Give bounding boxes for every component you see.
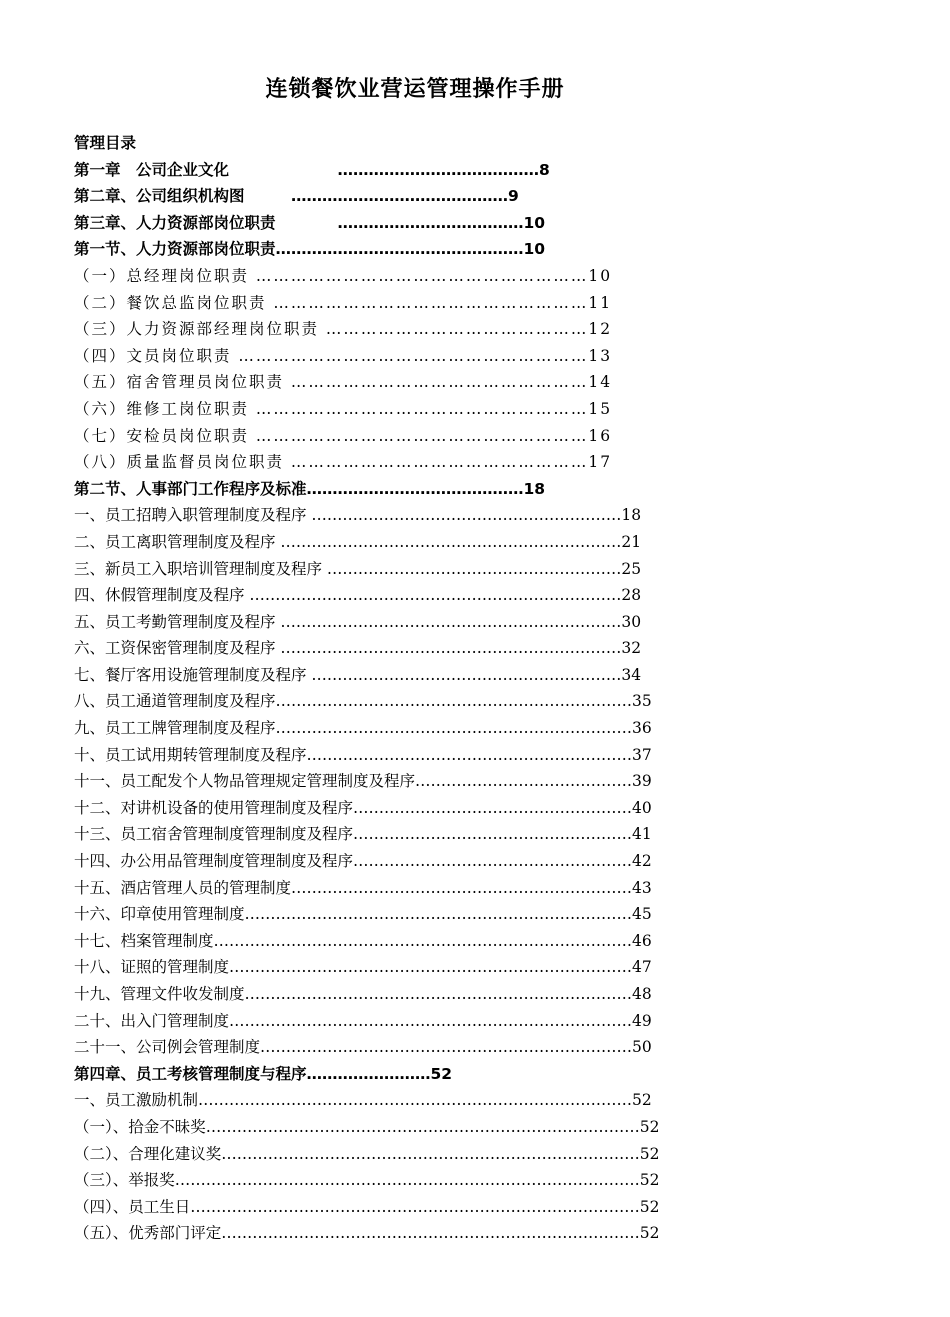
toc-entry: （二）餐饮总监岗位职责 ………………………………………………11 bbox=[74, 293, 613, 312]
toc-entry: （六）维修工岗位职责 …………………………………………………15 bbox=[74, 399, 613, 418]
toc-entry: 第一节、人力资源部岗位职责…………………………………………10 bbox=[74, 240, 546, 259]
toc-entry: 二十一、公司例会管理制度………………………………………………………………50 bbox=[74, 1038, 652, 1057]
toc-entry: 九、员工工牌管理制度及程序……………………………………………………………36 bbox=[74, 719, 652, 738]
toc-entry: 十一、员工配发个人物品管理规定管理制度及程序……………………………………39 bbox=[74, 772, 652, 791]
toc-entry: 十、员工试用期转管理制度及程序………………………………………………………37 bbox=[74, 745, 652, 764]
toc-entry: 一、员工招聘入职管理制度及程序 ……………………………………………………18 bbox=[74, 506, 642, 525]
toc-entry: 十八、证照的管理制度……………………………………………………………………47 bbox=[74, 958, 652, 977]
toc-entry: 二十、出入门管理制度……………………………………………………………………49 bbox=[74, 1011, 652, 1030]
toc-entry: 第三章、人力资源部岗位职责 ………………………………10 bbox=[74, 213, 546, 232]
toc-entry: 十二、对讲机设备的使用管理制度及程序………………………………………………40 bbox=[74, 798, 652, 817]
toc-entry: （三）、举报奖………………………………………………………………………………52 bbox=[74, 1171, 660, 1190]
document-title: 连锁餐饮业营运管理操作手册 bbox=[265, 77, 565, 102]
toc-entry: （五）、优秀部门评定………………………………………………………………………52 bbox=[74, 1224, 660, 1243]
toc-entry: 十四、办公用品管理制度管理制度及程序………………………………………………42 bbox=[74, 852, 652, 871]
toc-entry: 二、员工离职管理制度及程序 …………………………………………………………21 bbox=[74, 532, 642, 551]
toc-entry: （一）、拾金不昧奖…………………………………………………………………………52 bbox=[74, 1117, 660, 1136]
toc-entry: 十七、档案管理制度………………………………………………………………………46 bbox=[74, 931, 652, 950]
toc-entry: 十五、酒店管理人员的管理制度…………………………………………………………43 bbox=[74, 878, 652, 897]
toc-entry: （三）人力资源部经理岗位职责 ………………………………………12 bbox=[74, 320, 613, 339]
toc-entry: （八）质量监督员岗位职责 ……………………………………………17 bbox=[74, 453, 613, 472]
toc-entry: 第四章、员工考核管理制度与程序……………………52 bbox=[74, 1064, 453, 1083]
toc-entry: 五、员工考勤管理制度及程序 …………………………………………………………30 bbox=[74, 612, 642, 631]
toc-entry: 十三、员工宿舍管理制度管理制度及程序………………………………………………41 bbox=[74, 825, 652, 844]
toc-header: 管理目录 bbox=[74, 134, 137, 152]
toc-entry: （四）文员岗位职责 ……………………………………………………13 bbox=[74, 346, 613, 365]
toc-entry: （七）安检员岗位职责 …………………………………………………16 bbox=[74, 426, 613, 445]
toc-entry: （二）、合理化建议奖………………………………………………………………………52 bbox=[74, 1144, 660, 1163]
toc-entry: 一、员工激励机制…………………………………………………………………………52 bbox=[74, 1091, 652, 1110]
toc-entry: 三、新员工入职培训管理制度及程序 …………………………………………………25 bbox=[74, 559, 642, 578]
toc-entry: 十九、管理文件收发制度…………………………………………………………………48 bbox=[74, 985, 652, 1003]
table-of-contents bbox=[74, 130, 874, 1247]
toc-entry: （一）总经理岗位职责 …………………………………………………10 bbox=[74, 266, 613, 285]
toc-entry: 第二章、公司组织机构图 ……………………………………9 bbox=[74, 187, 519, 206]
toc-entry: 第二节、人事部门工作程序及标准……………………………………18 bbox=[74, 479, 546, 498]
toc-entry: 七、餐厅客用设施管理制度及程序 ……………………………………………………34 bbox=[74, 665, 642, 684]
toc-entry: 八、员工通道管理制度及程序……………………………………………………………35 bbox=[74, 692, 652, 711]
toc-entry: 四、休假管理制度及程序 ………………………………………………………………28 bbox=[74, 586, 642, 605]
toc-entry: 第一章 公司企业文化 …………………………………8 bbox=[74, 160, 550, 179]
toc-entry: 十六、印章使用管理制度…………………………………………………………………45 bbox=[74, 905, 652, 924]
toc-entry: （四）、员工生日……………………………………………………………………………52 bbox=[74, 1197, 660, 1216]
toc-entry: （五）宿舍管理员岗位职责 ……………………………………………14 bbox=[74, 373, 613, 392]
toc-entry: 六、工资保密管理制度及程序 …………………………………………………………32 bbox=[74, 639, 642, 658]
